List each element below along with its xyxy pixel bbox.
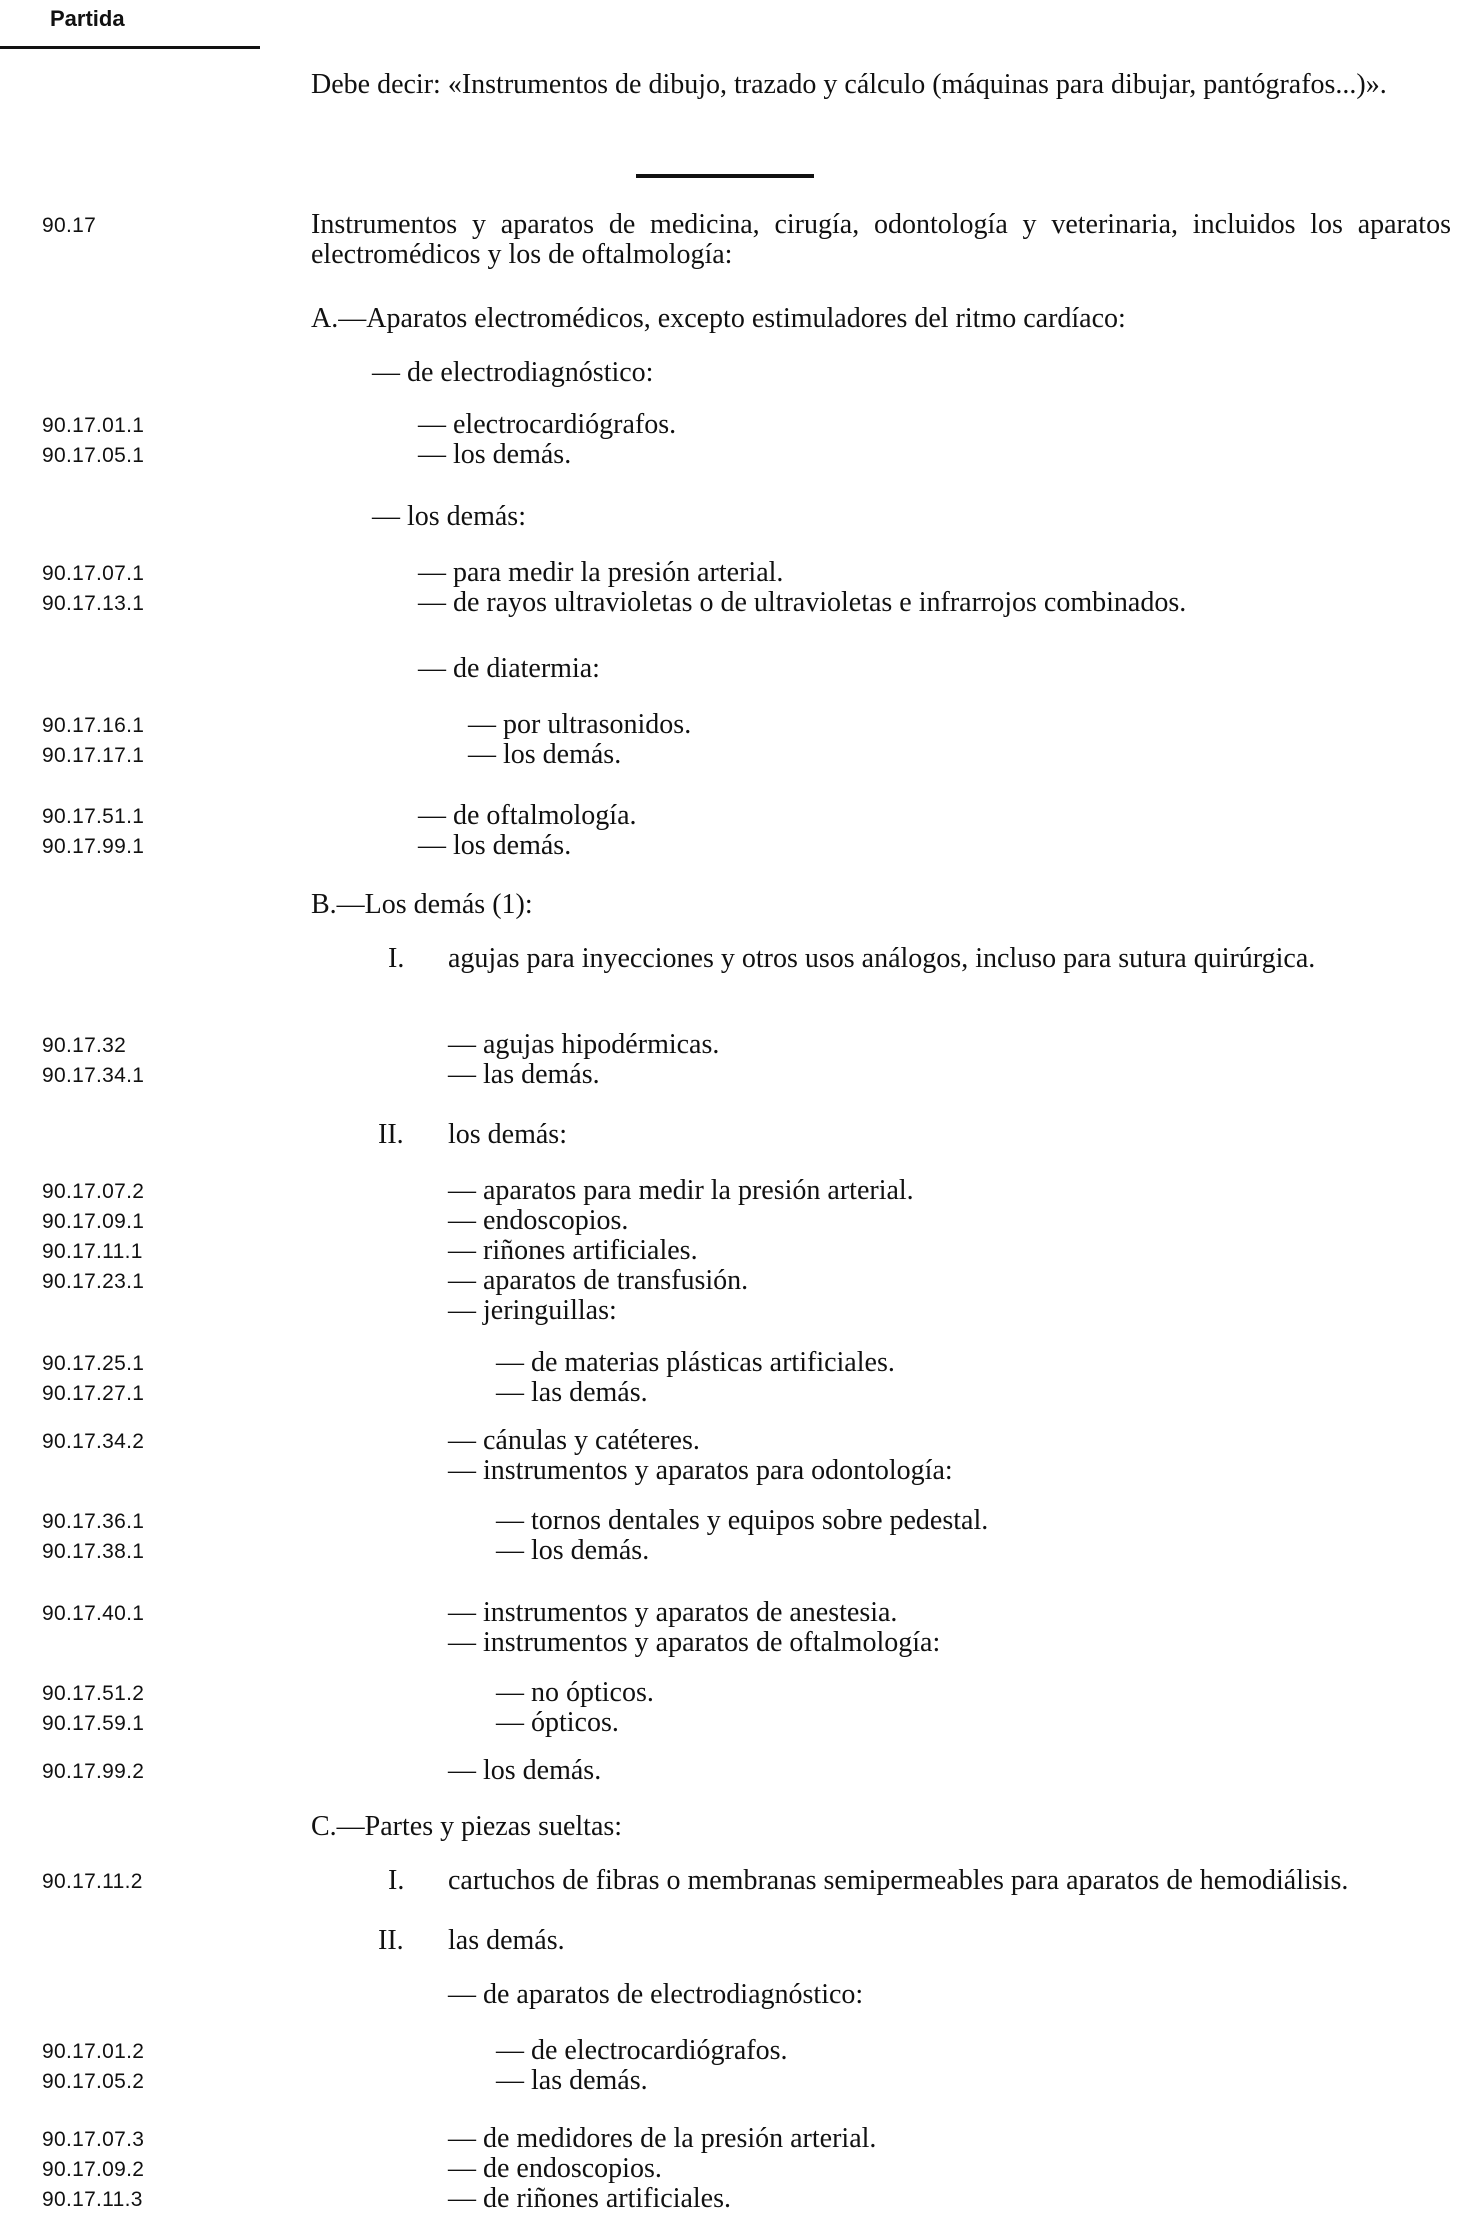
item-las-demas: — las demás.	[448, 1059, 600, 1090]
section-a-group-diatermia: — de diatermia:	[418, 653, 600, 684]
code-90-17-99-1: 90.17.99.1	[42, 835, 145, 858]
section-b-los-demas: los demás:	[448, 1119, 567, 1150]
item-tornos-dentales: — tornos dentales y equipos sobre pedestal.	[496, 1505, 989, 1536]
group-odontologia: — instrumentos y aparatos para odontología:	[448, 1455, 953, 1486]
item-rinones-artificiales: — riñones artificiales.	[448, 1235, 698, 1266]
code-90-17-13-1: 90.17.13.1	[42, 592, 145, 615]
code-90-17-23-1: 90.17.23.1	[42, 1270, 145, 1293]
code-90-17-38-1: 90.17.38.1	[42, 1540, 145, 1563]
item-endoscopios: — endoscopios.	[448, 1205, 629, 1236]
item-oftalmologia: — de oftalmología.	[418, 800, 637, 831]
item-no-opticos: — no ópticos.	[496, 1677, 654, 1708]
code-90-17-59-1: 90.17.59.1	[42, 1712, 145, 1735]
section-b-roman-ii: II.	[378, 1119, 404, 1150]
code-90-17-99-2: 90.17.99.2	[42, 1760, 145, 1783]
code-90-17-36-1: 90.17.36.1	[42, 1510, 145, 1533]
item-electrocardiografos: — electrocardiógrafos.	[418, 409, 677, 440]
group-jeringuillas: — jeringuillas:	[448, 1295, 617, 1326]
item-las-demas: — las demás.	[496, 2065, 648, 2096]
column-header-partida: Partida	[50, 6, 125, 31]
code-90-17-05-2: 90.17.05.2	[42, 2070, 145, 2093]
section-b-agujas: agujas para inyecciones y otros usos análogos, incluso para sutura quirúrgica.	[448, 943, 1316, 974]
item-rayos-ultravioletas: — de rayos ultravioletas o de ultravioletas e infrarrojos combinados.	[418, 587, 1187, 618]
code-90-17-17-1: 90.17.17.1	[42, 744, 145, 767]
item-agujas-hipodermicas: — agujas hipodérmicas.	[448, 1029, 720, 1060]
item-de-rinones-artificiales: — de riñones artificiales.	[448, 2183, 732, 2214]
heading-text: Instrumentos y aparatos de medicina, cirugía, odontología y veterinaria, incluidos los aparatos electromédicos y los de oftalmología:	[311, 209, 1451, 270]
code-90-17-01-2: 90.17.01.2	[42, 2040, 145, 2063]
section-a-title: A.—Aparatos electromédicos, excepto estimuladores del ritmo cardíaco:	[311, 303, 1126, 334]
code-90-17-05-1: 90.17.05.1	[42, 444, 145, 467]
code-90-17-34-1: 90.17.34.1	[42, 1064, 145, 1087]
code-90-17-25-1: 90.17.25.1	[42, 1352, 145, 1375]
section-c-cartuchos: cartuchos de fibras o membranas semipermeables para aparatos de hemodiálisis.	[448, 1865, 1349, 1896]
header-rule	[0, 46, 260, 49]
code-90-17-01-1: 90.17.01.1	[42, 414, 145, 437]
section-a-group-electrodiagnostico: — de electrodiagnóstico:	[372, 357, 654, 388]
heading-code: 90.17	[42, 214, 97, 237]
item-canulas-cateteres: — cánulas y catéteres.	[448, 1425, 700, 1456]
group-aparatos-electrodiagnostico: — de aparatos de electrodiagnóstico:	[448, 1979, 864, 2010]
code-90-17-16-1: 90.17.16.1	[42, 714, 145, 737]
code-90-17-07-2: 90.17.07.2	[42, 1180, 145, 1203]
item-de-endoscopios: — de endoscopios.	[448, 2153, 662, 2184]
item-aparatos-presion: — aparatos para medir la presión arterial.	[448, 1175, 914, 1206]
section-c-title: C.—Partes y piezas sueltas:	[311, 1811, 623, 1842]
code-90-17-51-2: 90.17.51.2	[42, 1682, 145, 1705]
code-90-17-27-1: 90.17.27.1	[42, 1382, 145, 1405]
code-90-17-09-2: 90.17.09.2	[42, 2158, 145, 2181]
separator-rule	[636, 174, 814, 178]
item-aparatos-transfusion: — aparatos de transfusión.	[448, 1265, 749, 1296]
section-b-roman-i: I.	[388, 943, 405, 974]
code-90-17-11-2: 90.17.11.2	[42, 1870, 143, 1893]
section-b-title: B.—Los demás (1):	[311, 889, 533, 920]
code-90-17-11-1: 90.17.11.1	[42, 1240, 143, 1263]
code-90-17-07-1: 90.17.07.1	[42, 562, 145, 585]
section-a-group-los-demas: — los demás:	[372, 501, 526, 532]
section-c-las-demas: las demás.	[448, 1925, 565, 1956]
code-90-17-51-1: 90.17.51.1	[42, 805, 145, 828]
code-90-17-07-3: 90.17.07.3	[42, 2128, 145, 2151]
item-presion-arterial: — para medir la presión arterial.	[418, 557, 784, 588]
section-c-roman-ii: II.	[378, 1925, 404, 1956]
group-oftalmologia: — instrumentos y aparatos de oftalmología:	[448, 1627, 941, 1658]
item-opticos: — ópticos.	[496, 1707, 619, 1738]
item-medidores-presion: — de medidores de la presión arterial.	[448, 2123, 877, 2154]
item-los-demas: — los demás.	[418, 830, 572, 861]
item-por-ultrasonidos: — por ultrasonidos.	[468, 709, 692, 740]
section-c-roman-i: I.	[388, 1865, 405, 1896]
code-90-17-34-2: 90.17.34.2	[42, 1430, 145, 1453]
code-90-17-32: 90.17.32	[42, 1034, 127, 1057]
item-los-demas: — los demás.	[448, 1755, 602, 1786]
item-las-demas: — las demás.	[496, 1377, 648, 1408]
code-90-17-40-1: 90.17.40.1	[42, 1602, 145, 1625]
intro-text: Debe decir: «Instrumentos de dibujo, trazado y cálculo (máquinas para dibujar, pantógrafos...)».	[311, 69, 1387, 100]
item-de-electrocardiografos: — de electrocardiógrafos.	[496, 2035, 788, 2066]
item-materias-plasticas: — de materias plásticas artificiales.	[496, 1347, 895, 1378]
item-los-demas: — los demás.	[418, 439, 572, 470]
code-90-17-09-1: 90.17.09.1	[42, 1210, 145, 1233]
item-los-demas: — los demás.	[496, 1535, 650, 1566]
item-los-demas: — los demás.	[468, 739, 622, 770]
code-90-17-11-3: 90.17.11.3	[42, 2188, 143, 2211]
item-anestesia: — instrumentos y aparatos de anestesia.	[448, 1597, 898, 1628]
